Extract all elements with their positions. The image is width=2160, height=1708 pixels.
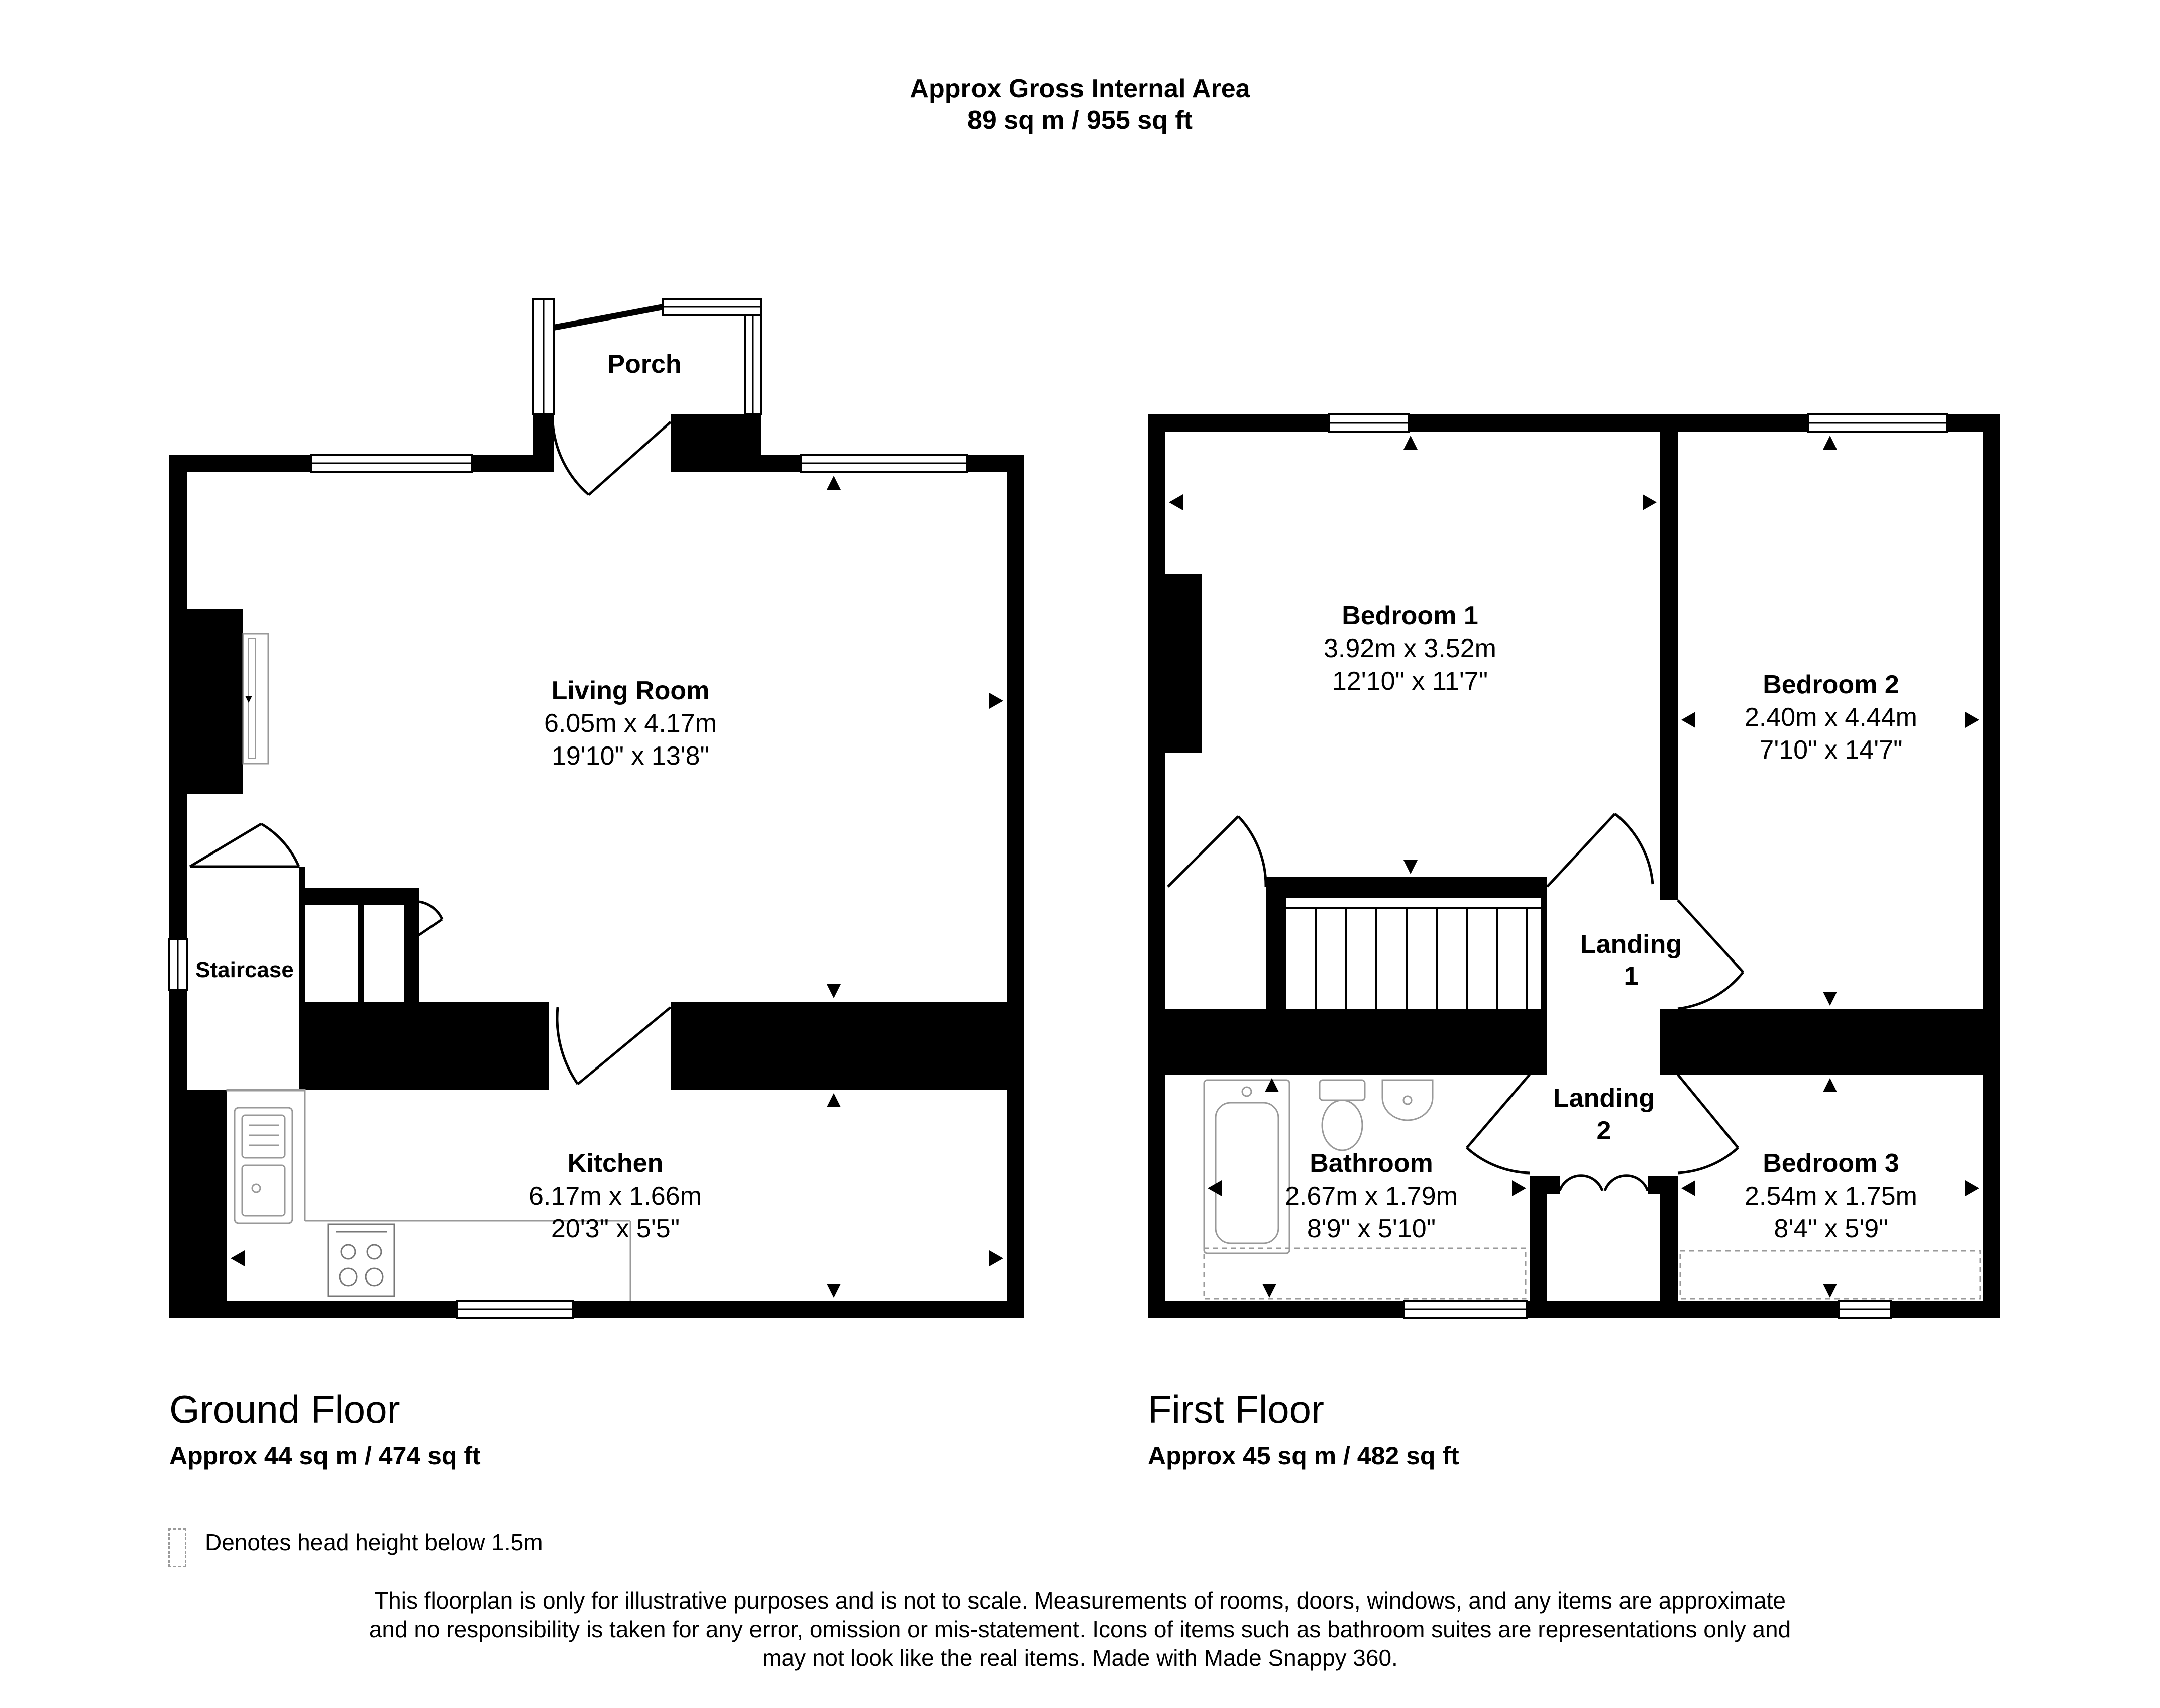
bathtub-icon [1204, 1080, 1289, 1253]
room-bedroom3-imperial: 8'4" x 5'9" [1774, 1214, 1888, 1243]
first-floor-doors [1168, 814, 1743, 1191]
room-bedroom2-name: Bedroom 2 [1763, 670, 1899, 699]
disclaimer-line-3: may not look like the real items. Made with Made Snappy 360. [762, 1645, 1398, 1671]
room-bedroom3-metric: 2.54m x 1.75m [1745, 1182, 1917, 1211]
head-height-legend-icon [168, 1528, 186, 1567]
toilet-icon [1320, 1080, 1365, 1150]
gross-area-title: Approx Gross Internal Area [910, 74, 1250, 103]
gross-area-total: 89 sq m / 955 sq ft [967, 105, 1193, 135]
room-kitchen-name: Kitchen [567, 1149, 664, 1178]
room-kitchen-imperial: 20'3" x 5'5" [551, 1214, 680, 1243]
room-landing1-name: Landing [1580, 930, 1682, 959]
room-living-room-imperial: 19'10" x 13'8" [551, 741, 710, 771]
room-landing2-name: Landing [1553, 1084, 1655, 1113]
room-porch-name: Porch [607, 350, 682, 379]
ground-floor-title: Ground Floor [169, 1387, 400, 1431]
disclaimer-line-2: and no responsibility is taken for any error, omission or mis-statement. Icons of items such as bathroom suites are representations only and [369, 1616, 1791, 1642]
room-landing2-number: 2 [1596, 1116, 1611, 1145]
room-labels [195, 350, 1917, 1243]
first-floor-area: Approx 45 sq m / 482 sq ft [1148, 1442, 1459, 1470]
first-floor-title: First Floor [1148, 1387, 1324, 1431]
ground-staircase-treads [305, 904, 404, 1002]
hob-icon [328, 1224, 394, 1296]
room-bedroom1-name: Bedroom 1 [1342, 601, 1478, 630]
room-bedroom1-metric: 3.92m x 3.52m [1324, 634, 1496, 663]
disclaimer-line-1: This floorplan is only for illustrative purposes and is not to scale. Measurements of rooms, doors, windows, and any items are approximate [374, 1587, 1786, 1614]
room-bathroom-metric: 2.67m x 1.79m [1285, 1182, 1458, 1211]
room-bathroom-name: Bathroom [1310, 1149, 1433, 1178]
room-bedroom2-imperial: 7'10" x 14'7" [1759, 735, 1903, 765]
room-bedroom1-imperial: 12'10" x 11'7" [1332, 667, 1488, 696]
basin-icon [1382, 1080, 1433, 1120]
fireplace-icon [243, 634, 268, 764]
first-staircase-treads [1286, 908, 1541, 1009]
ground-floor-area: Approx 44 sq m / 474 sq ft [169, 1442, 481, 1470]
room-living-room-name: Living Room [551, 676, 710, 705]
room-bedroom3-name: Bedroom 3 [1763, 1149, 1899, 1178]
room-staircase-name: Staircase [195, 957, 294, 982]
head-height-legend-text: Denotes head height below 1.5m [205, 1529, 543, 1555]
room-kitchen-metric: 6.17m x 1.66m [529, 1182, 702, 1211]
room-living-room-metric: 6.05m x 4.17m [544, 709, 717, 738]
room-landing1-number: 1 [1624, 962, 1639, 991]
head-height-zones [1204, 1248, 1980, 1299]
room-bedroom2-metric: 2.40m x 4.44m [1745, 703, 1917, 732]
disclaimer [281, 1586, 1879, 1672]
room-bathroom-imperial: 8'9" x 5'10" [1307, 1214, 1436, 1243]
